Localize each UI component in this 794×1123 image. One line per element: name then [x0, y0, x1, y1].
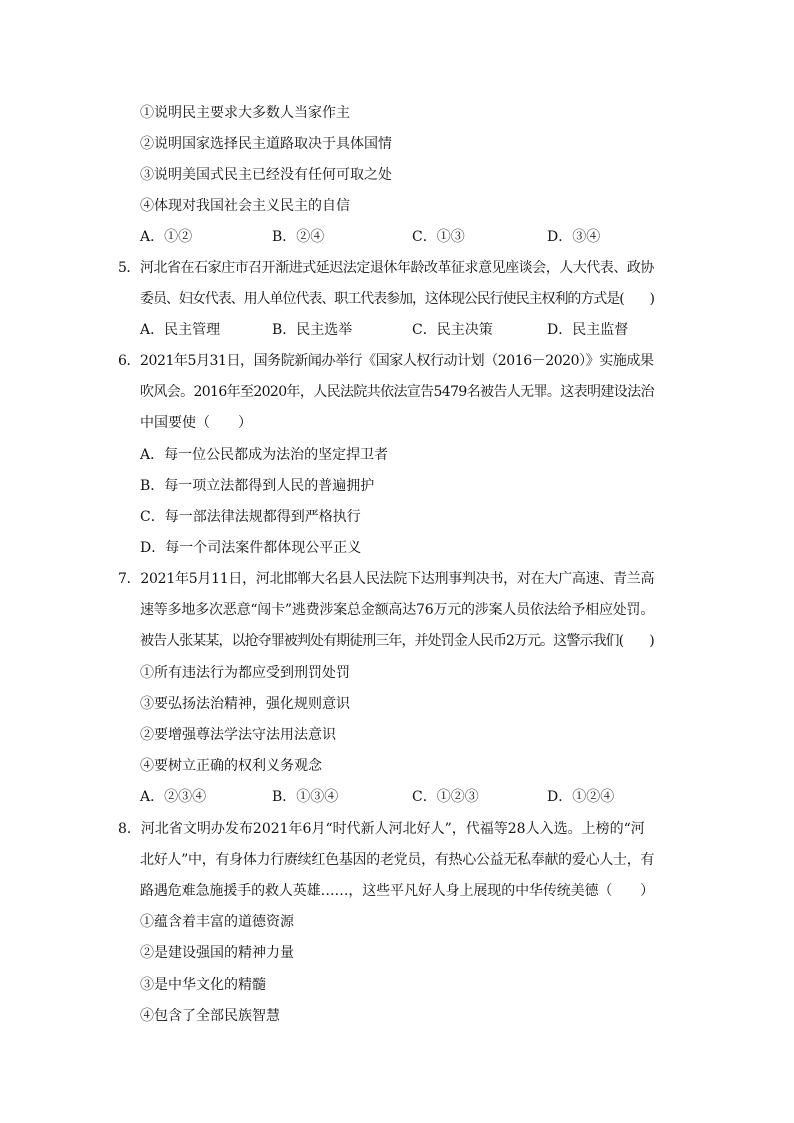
- q8-statement-4: ④包含了全部民族智慧: [140, 1008, 280, 1024]
- q5-option-b: B．民主选举: [272, 322, 353, 338]
- q8-stem-line-3: 路遇危难急施援手的救人英雄……，这些平凡好人身上展现的中华传统美德（ ）: [140, 883, 654, 899]
- q6-option-c: C．每一部法律法规都得到严格执行: [140, 509, 361, 525]
- q5-option-d: D．民主监督: [547, 322, 629, 338]
- q6-option-d: D．每一个司法案件都体现公平正义: [140, 540, 362, 556]
- q7-stem-line-3: 被告人张某某，以抢夺罪被判处有期徒刑三年，并处罚金人民币2万元。这警示我们( ): [140, 633, 654, 649]
- q4-statement-4: ④体现对我国社会主义民主的自信: [140, 198, 350, 214]
- q7-statement-3: ③要弘扬法治精神，强化规则意识: [140, 696, 350, 712]
- q7-option-d: D．①②④: [547, 789, 615, 805]
- q7-statement-1: ①所有违法行为都应受到刑罚处罚: [140, 665, 350, 681]
- q8-stem-line-1: 8．河北省文明办发布2021年6月“时代新人河北好人”，代福等28人入选。上榜的“河: [118, 821, 645, 837]
- q7-statement-2: ②要增强尊法学法守法用法意识: [140, 727, 336, 743]
- q5-option-c: C．民主决策: [412, 322, 493, 338]
- q7-stem-line-2: 速等多地多次恶意“闯卡”逃费涉案总金额高达76万元的涉案人员依法给予相应处罚。: [140, 602, 655, 618]
- q8-statement-1: ①蕴含着丰富的道德资源: [140, 914, 294, 930]
- q4-option-c: C．①③: [412, 229, 465, 245]
- q7-option-c: C．①②③: [412, 789, 479, 805]
- q8-statement-3: ③是中华文化的精髓: [140, 977, 266, 993]
- q8-stem-line-2: 北好人”中，有身体力行赓续红色基因的老党员，有热心公益无私奉献的爱心人士，有: [140, 852, 655, 868]
- q6-stem-line-1: 6．2021年5月31日，国务院新闻办举行《国家人权行动计划（2016－2020）》实施成果: [118, 353, 654, 369]
- q6-option-a: A．每一位公民都成为法治的坚定捍卫者: [140, 447, 389, 463]
- q5-stem-line-2: 委员、妇女代表、用人单位代表、职工代表参加，这体现公民行使民主权利的方式是( ): [140, 291, 654, 307]
- q7-option-a: A．②③④: [140, 789, 207, 805]
- q4-statement-1: ①说明民主要求大多数人当家作主: [140, 105, 350, 121]
- q4-option-a: A．①②: [140, 229, 193, 245]
- q5-option-a: A．民主管理: [140, 322, 221, 338]
- q6-stem-line-3: 中国要使（ ）: [140, 415, 252, 431]
- q7-stem-line-1: 7．2021年5月11日，河北邯郸大名县人民法院下达刑事判决书，对在大广高速、青兰高: [118, 571, 655, 587]
- q4-option-d: D．③④: [547, 229, 601, 245]
- q4-statement-2: ②说明国家选择民主道路取决于具体国情: [140, 136, 392, 152]
- q4-option-b: B．②④: [272, 229, 325, 245]
- q5-stem-line-1: 5．河北省在石家庄市召开渐进式延迟法定退休年龄改革征求意见座谈会，人大代表、政协: [118, 260, 654, 276]
- q6-option-b: B．每一项立法都得到人民的普遍拥护: [140, 478, 375, 494]
- q7-statement-4: ④要树立正确的权利义务观念: [140, 758, 322, 774]
- q4-statement-3: ③说明美国式民主已经没有任何可取之处: [140, 167, 392, 183]
- q8-statement-2: ②是建设强国的精神力量: [140, 945, 294, 961]
- q6-stem-line-2: 吹风会。2016年至2020年，人民法院共依法宣告5479名被告人无罪。这表明建设法治: [140, 384, 654, 400]
- q7-option-b: B．①③④: [272, 789, 339, 805]
